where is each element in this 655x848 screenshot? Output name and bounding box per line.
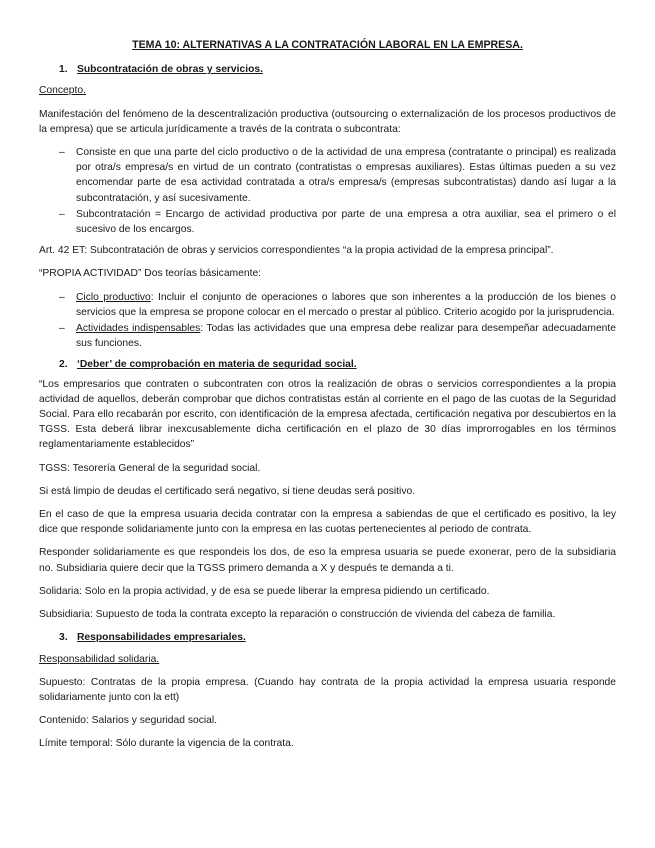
subsidiaria-paragraph: Subsidiaria: Supuesto de toda la contrata excepto la reparación o construcción de vivienda del cabeza de familia. — [39, 609, 556, 621]
theory-label: Ciclo productivo — [76, 291, 151, 303]
solidaria-paragraph: Solidaria: Solo en la propia actividad, y de esa se puede liberar la empresa pidiendo un certificado. — [39, 585, 490, 597]
bullet-item: – Subcontratación = Encargo de actividad productiva por parte de una empresa a otra auxiliar, sea el primero o el sucesivo de los encargos. — [39, 207, 616, 237]
tgss-paragraph: TGSS: Tesorería General de la seguridad social. — [39, 462, 261, 474]
section-2-title: ‘Deber’ de comprobación en materia de seguridad social. — [77, 359, 357, 371]
theories-paragraph: “PROPIA ACTIVIDAD” Dos teorías básicamente: — [39, 268, 262, 280]
section-3-number: 3. — [59, 632, 68, 644]
section-2-heading — [39, 357, 616, 372]
contenido-paragraph: Contenido: Salarios y seguridad social. — [39, 715, 218, 727]
bullet-item: – Consiste en que una parte del ciclo productivo o de la actividad de una empresa (contratante o principal) es realizada por otra/s empresa/s en virtud de un contrato (contratistas o empresas auxiliares). Estas últimas pueden a su vez encomendar parte de esa actividad contratada a otra/s empresa/s (empresas subcontratistas) dando así lugar a la subcontratación, y así sucesivamente. — [39, 145, 616, 206]
concept-label: Concepto. — [39, 85, 86, 97]
theory-item-ciclo — [39, 290, 616, 320]
limite-paragraph: Límite temporal: Sólo durante la vigencia de la contrata. — [39, 738, 294, 750]
document-title: TEMA 10: ALTERNATIVAS A LA CONTRATACIÓN LABORAL EN LA EMPRESA. — [132, 39, 523, 51]
clean-paragraph: Si está limpio de deudas el certificado será negativo, si tiene deudas será positivo. — [39, 485, 416, 497]
section-1-intro: Manifestación del fenómeno de la descentralización productiva (outsourcing o externalización de los procesos productivos de la empresa) que se articula jurídicamente a través de la contrata o subcontrata: — [39, 108, 616, 135]
theory-text: : Todas las actividades que una empresa debe realizar para desempeñar adecuadamente sus funciones. — [76, 323, 616, 350]
theory-list — [39, 290, 616, 352]
respond-paragraph: Responder solidariamente es que respondeis los dos, de eso la empresa usuaria se puede exonerar, pero de la subsidiaria no. Subsidiaria quiere decir que la TGSS primero demanda a X y después te demanda a ti. — [39, 547, 616, 574]
case-paragraph: En el caso de que la empresa usuaria decida contratar con la empresa a sabiendas de que el certificado es positivo, la ley dice que responde solidariamente junto con la empresa en las cuotas pertenecientes al periodo de contrata. — [39, 509, 616, 536]
art42-paragraph: Art. 42 ET: Subcontratación de obras y servicios correspondientes “a la propia actividad de la empresa principal”. — [39, 245, 554, 257]
supuesto-paragraph: Supuesto: Contratas de la propia empresa. (Cuando hay contrata de la propia actividad la empresa usuaria responde solidariamente junto con la ett) — [39, 676, 616, 703]
section-3-heading — [39, 630, 616, 645]
section-2-quote: “Los empresarios que contraten o subcontraten con otros la realización de obras o servicios correspondientes a la propia actividad de aquellos, deberán comprobar que dichos contratistas están al corriente en el pago de las cuotas de la Seguridad Social. Para ello recabarán por escrito, con identificación de la empresa afectada, certificación negativa por descubiertos en la TGSS. Esta deberá librar inexcusablemente dicha certificación en el plazo de 30 días improrrogables en los términos reglamentariamente establecidos” — [39, 378, 616, 451]
theory-text: : Incluir el conjunto de operaciones o labores que son inherentes a la producción de los bienes o servicios que la empresa se propone colocar en el mercado o prestar al público. Criterio acogido por la jurisprudencia. — [76, 291, 616, 318]
section-3-title: Responsabilidades empresariales. — [77, 632, 246, 644]
theory-item-actividades — [39, 321, 616, 351]
theory-label: Actividades indispensables — [76, 323, 201, 335]
responsabilidad-solidaria-label: Responsabilidad solidaria. — [39, 653, 160, 665]
section-2-number: 2. — [59, 359, 68, 371]
section-1-heading — [39, 62, 616, 77]
section-1-title: Subcontratación de obras y servicios. — [77, 64, 263, 76]
section-1-number: 1. — [59, 64, 68, 76]
section-1-bullets — [39, 145, 616, 237]
